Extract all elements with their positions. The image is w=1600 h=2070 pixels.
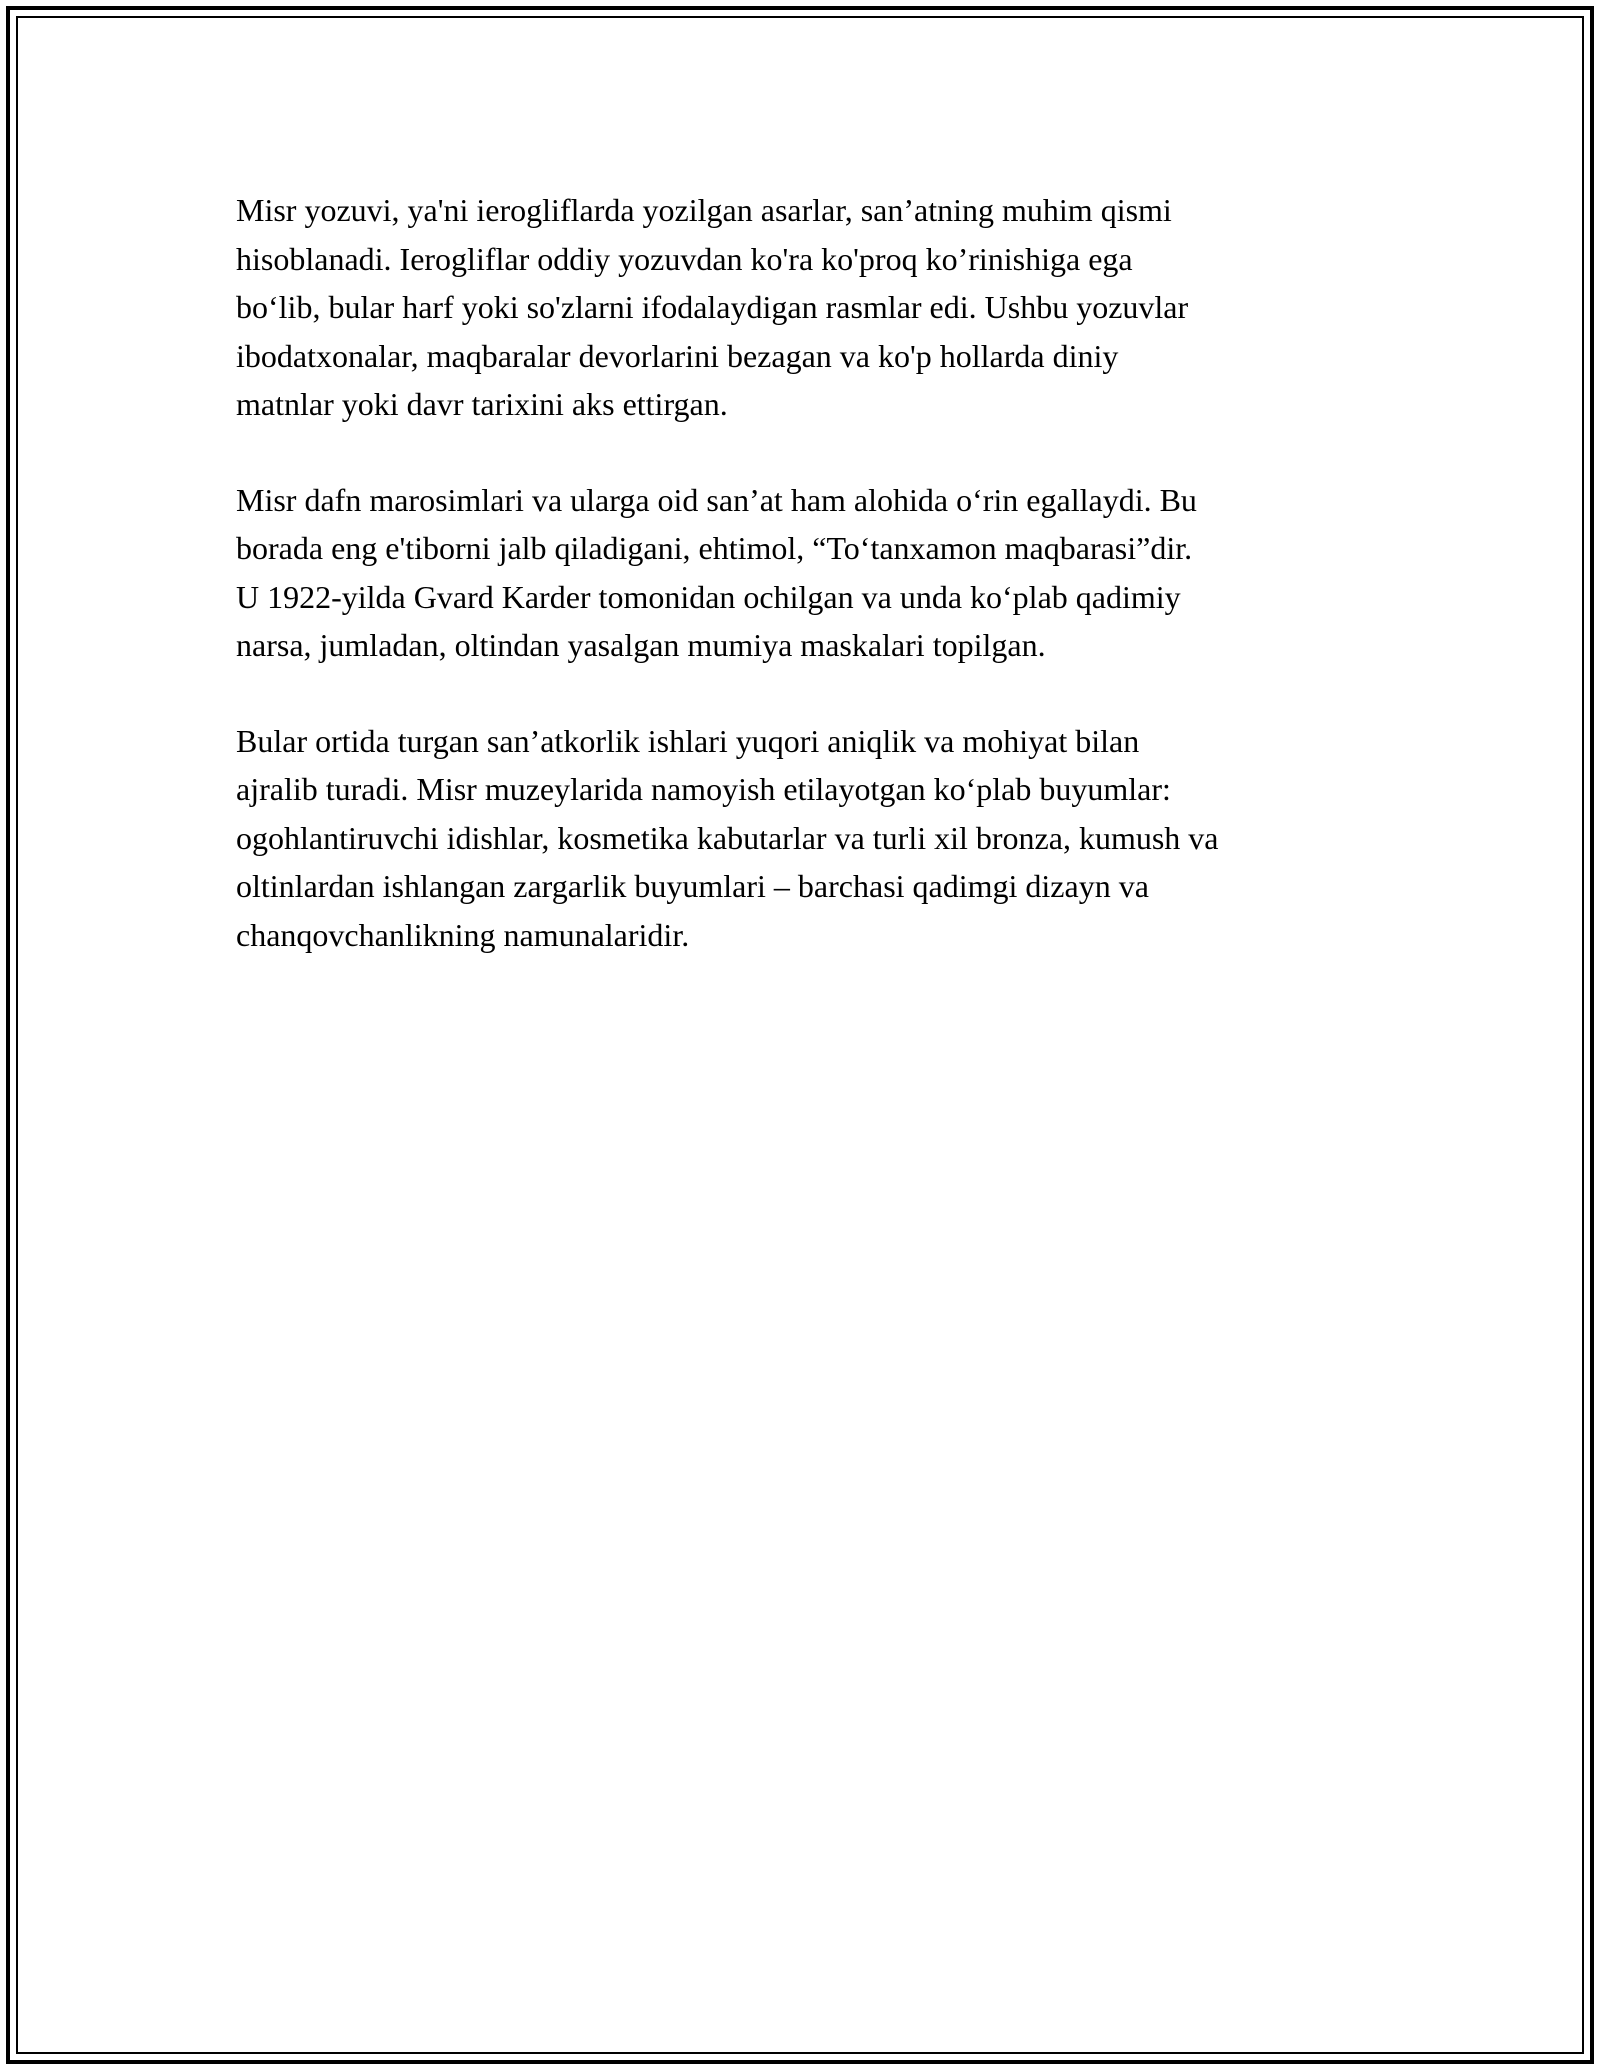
text-line: Misr yozuvi, ya'ni ierogliflarda yozilgan asarlar, san’atning muhim qismi [236,192,1172,228]
text-line: ibodatxonalar, maqbaralar devorlarini bezagan va ko'p hollarda diniy [236,337,1119,374]
text-line: chanqovchanlikning namunalaridir. [236,916,690,953]
paragraph-2 [236,476,1376,670]
document-body [236,186,1376,1006]
text-line: borada eng e'tiborni jalb qiladigani, ehtimol, “To‘tanxamon maqbarasi”dir. [236,530,1193,566]
text-line: U 1922-yilda Gvard Karder tomonidan ochilgan va unda ko‘plab qadimiy [236,578,1181,615]
text-line: narsa, jumladan, oltindan yasalgan mumiya maskalari topilgan. [236,627,1046,663]
text-line: ogohlantiruvchi idishlar, kosmetika kabutarlar va turli xil bronza, kumush va [236,819,1219,856]
text-line: Bular ortida turgan san’atkorlik ishlari yuqori aniqlik va mohiyat bilan [236,722,1140,759]
text-line: bo‘lib, bular harf yoki so'zlarni ifodalaydigan rasmlar edi. Ushbu yozuvlar [236,289,1189,325]
text-line: Misr dafn marosimlari va ularga oid san’at ham alohida o‘rin egallaydi. Bu [236,481,1197,518]
text-line: hisoblanadi. Ierogliflar oddiy yozuvdan ko'ra ko'proq ko’rinishiga ega [236,240,1133,277]
paragraph-1 [236,186,1376,429]
text-line: ajralib turadi. Misr muzeylarida namoyish etilayotgan ko‘plab buyumlar: [236,771,1171,807]
text-line: oltinlardan ishlangan zargarlik buyumlari – barchasi qadimgi dizayn va [236,868,1149,904]
paragraph-3 [236,717,1376,960]
text-line: matnlar yoki davr tarixini aks ettirgan. [236,386,728,422]
